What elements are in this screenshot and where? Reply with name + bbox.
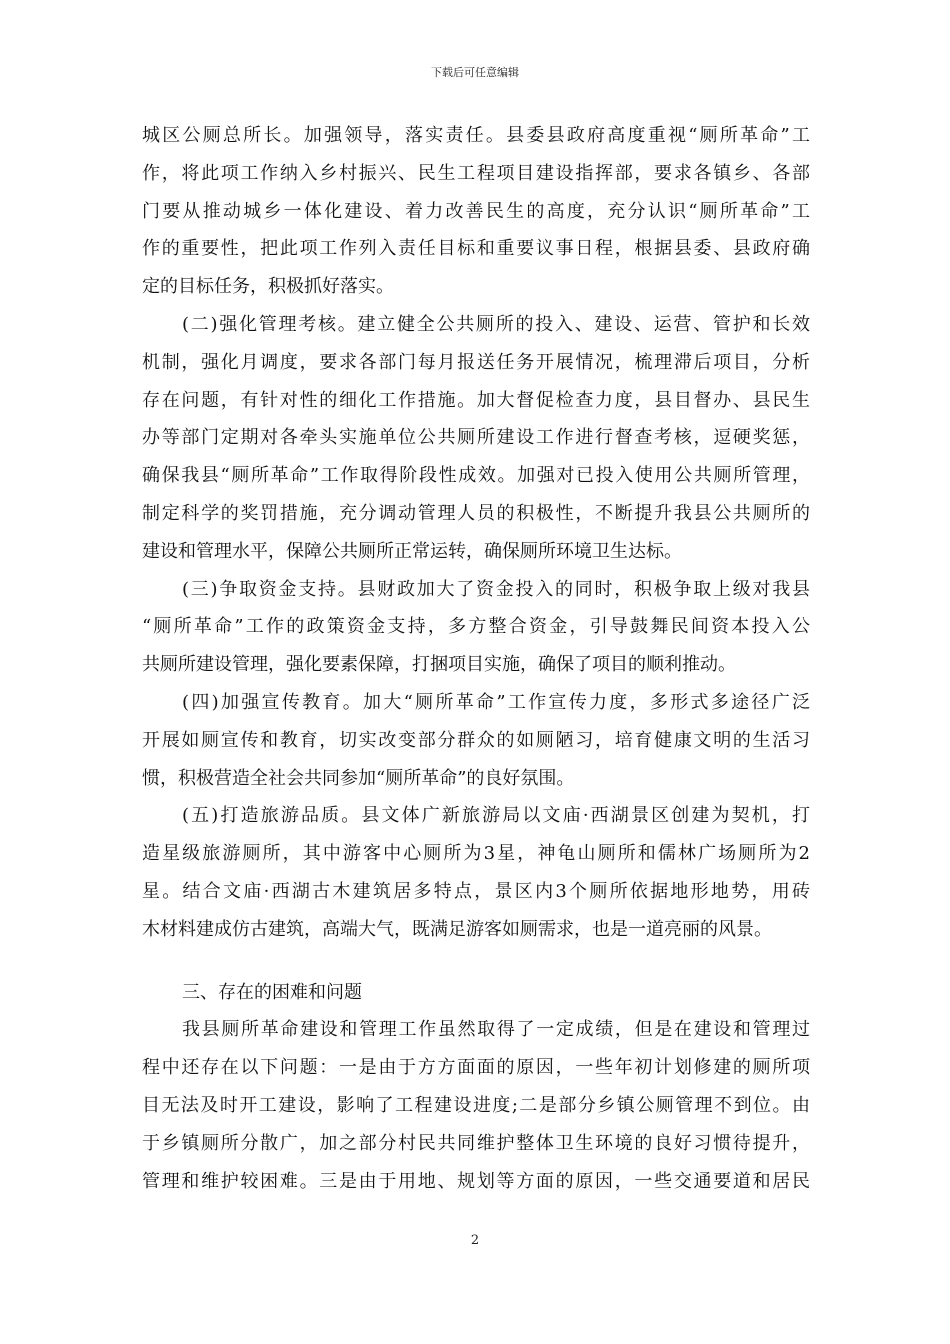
text-line: 作的重要性，把此项工作列入责任目标和重要议事日程，根据县委、县政府确 <box>142 238 810 260</box>
page-header: 下载后可任意编辑 <box>431 66 519 79</box>
text-line: 造星级旅游厕所，其中游客中心厕所为3星，神龟山厕所和儒林广场厕所为2 <box>142 843 810 865</box>
text-line: 城区公厕总所长。加强领导，落实责任。县委县政府高度重视“厕所革命”工 <box>142 125 810 146</box>
paragraph-publicity-education <box>142 684 810 797</box>
text-line: 定的目标任务，积极抓好落实。 <box>142 276 394 298</box>
text-line: 存在问题，有针对性的细化工作措施。加大督促检查力度，县目督办、县民生 <box>142 389 810 411</box>
text-line: 作，将此项工作纳入乡村振兴、民生工程项目建设指挥部，要求各镇乡、各部 <box>142 162 810 184</box>
text-line: 确保我县“厕所革命”工作取得阶段性成效。加强对已投入使用公共厕所管理， <box>142 465 810 487</box>
text-line: 办等部门定期对各牵头实施单位公共厕所建设工作进行督查考核，逗硬奖惩， <box>142 427 810 449</box>
text-line: 于乡镇厕所分散广，加之部分村民共同维护整体卫生环境的良好习惯待提升， <box>142 1132 810 1154</box>
text-line: 门要从推动城乡一体化建设、着力改善民生的高度，充分认识“厕所革命”工 <box>142 200 810 222</box>
text-line: 目无法及时开工建设，影响了工程建设进度;二是部分乡镇公厕管理不到位。由 <box>142 1094 810 1116</box>
page-number: 2 <box>470 1233 480 1248</box>
text-line: 我县厕所革命建设和管理工作虽然取得了一定成绩，但是在建设和管理过 <box>182 1019 810 1041</box>
text-line: 制定科学的奖罚措施，充分调动管理人员的积极性，不断提升我县公共厕所的 <box>142 502 810 524</box>
text-line: (三)争取资金支持。县财政加大了资金投入的同时，积极争取上级对我县 <box>182 578 810 600</box>
section-heading: 三、存在的困难和问题 <box>182 981 362 1003</box>
text-line: 星。结合文庙·西湖古木建筑居多特点，景区内3个厕所依据地形地势，用砖 <box>142 880 810 902</box>
text-line: 建设和管理水平，保障公共厕所正常运转，确保厕所环境卫生达标。 <box>142 540 682 562</box>
text-line: “厕所革命”工作的政策资金支持，多方整合资金，引导鼓舞民间资本投入公 <box>142 616 810 638</box>
text-line: 惯，积极营造全社会共同参加“厕所革命”的良好氛围。 <box>142 767 575 789</box>
text-line: (二)强化管理考核。建立健全公共厕所的投入、建设、运营、管护和长效 <box>182 313 810 335</box>
document-body <box>142 117 810 1200</box>
paragraph-problems <box>142 1011 810 1200</box>
text-line: 管理和维护较困难。三是由于用地、规划等方面的原因，一些交通要道和居民 <box>142 1170 810 1192</box>
text-line: (五)打造旅游品质。县文体广新旅游局以文庙·西湖景区创建为契机，打 <box>182 805 810 827</box>
text-line: 共厕所建设管理，强化要素保障，打捆项目实施，确保了项目的顺利推动。 <box>142 654 736 676</box>
text-line: 开展如厕宣传和教育，切实改变部分群众的如厕陋习，培育健康文明的生活习 <box>142 729 810 751</box>
text-line: 程中还存在以下问题：一是由于方方面面的原因，一些年初计划修建的厕所项 <box>142 1057 810 1079</box>
text-line: 木材料建成仿古建筑，高端大气，既满足游客如厕需求，也是一道亮丽的风景。 <box>142 918 772 940</box>
text-line: 机制，强化月调度，要求各部门每月报送任务开展情况，梳理滞后项目，分析 <box>142 351 810 373</box>
paragraph-management-assessment <box>142 306 810 571</box>
text-line: (四)加强宣传教育。加大“厕所革命”工作宣传力度，多形式多途径广泛 <box>182 691 810 713</box>
paragraph-leadership <box>142 117 810 306</box>
paragraph-tourism-quality <box>142 797 810 948</box>
section-spacer <box>142 949 810 974</box>
paragraph-funding-support <box>142 571 810 684</box>
